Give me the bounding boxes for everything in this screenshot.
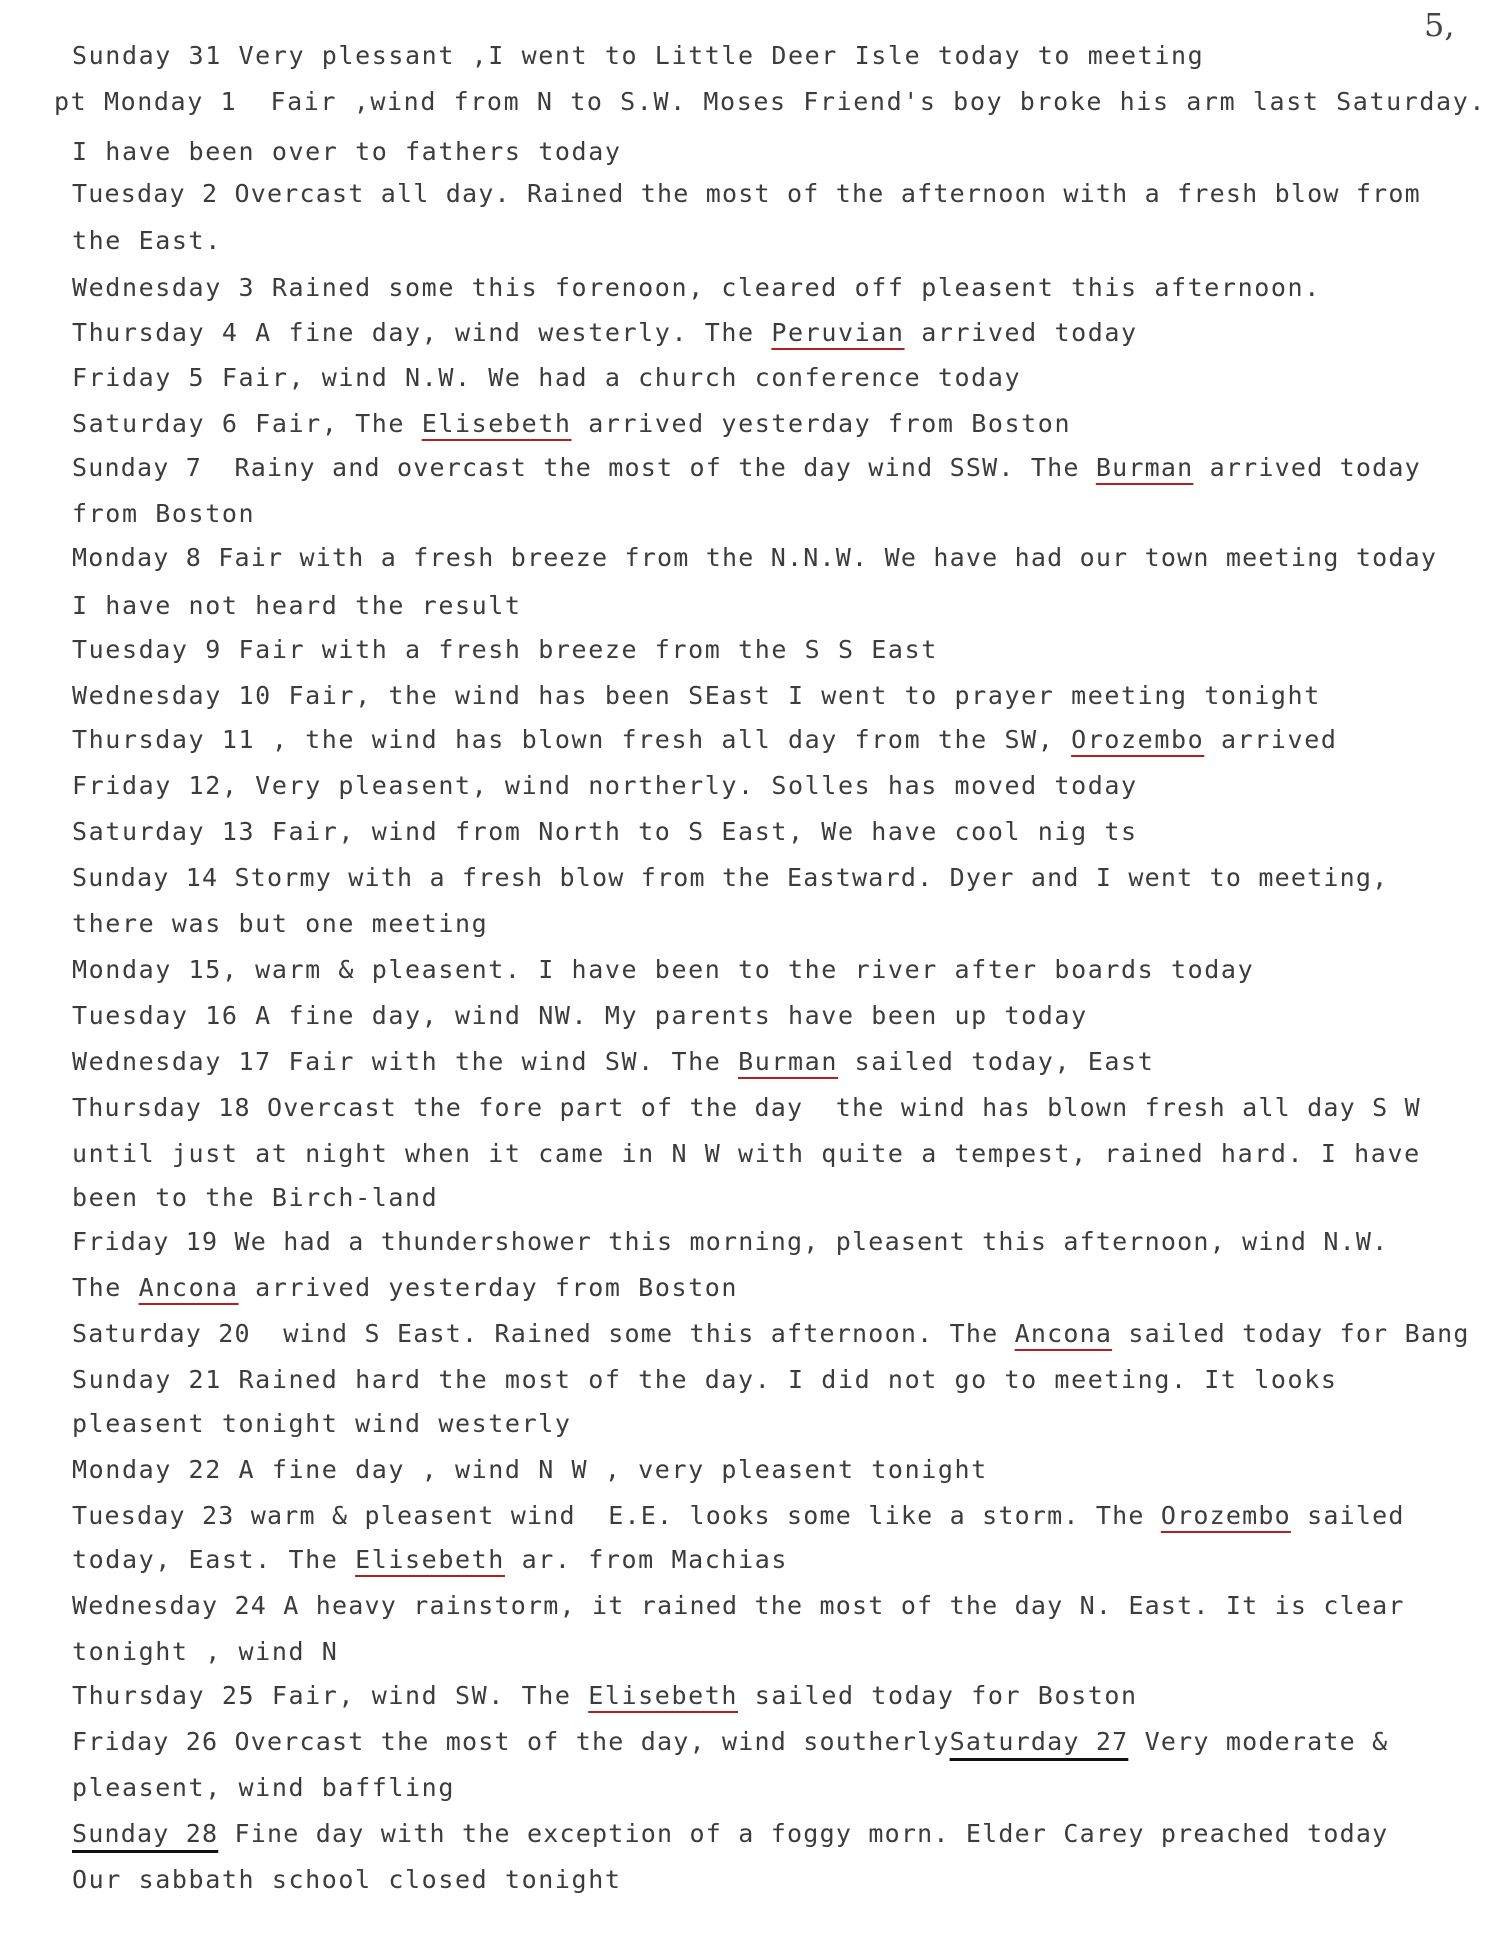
diary-line: Sunday 31 Very plessant ,I went to Little Deer Isle today to meeting (72, 41, 1205, 70)
diary-line: Wednesday 17 Fair with the wind SW. The Burman sailed today, East (72, 1047, 1155, 1076)
diary-line: Thursday 25 Fair, wind SW. The Elisebeth sailed today for Boston (72, 1681, 1138, 1710)
diary-line: Sunday 28 Fine day with the exception of a foggy morn. Elder Carey preached today (72, 1819, 1389, 1848)
ship-name: Orozembo (1160, 1501, 1291, 1530)
ship-name: Elisebeth (588, 1681, 739, 1710)
ship-name: Elisebeth (355, 1545, 505, 1574)
diary-line: pleasent, wind baffling (72, 1773, 455, 1802)
diary-line: Thursday 18 Overcast the fore part of the day the wind has blown fresh all day S W (72, 1093, 1421, 1122)
diary-line: pt Monday 1 Fair ,wind from N to S.W. Moses Friend's boy broke his arm last Saturday. (54, 87, 1487, 116)
ship-name: Orozembo (1071, 725, 1205, 754)
diary-line: Friday 5 Fair, wind N.W. We had a church conference today (72, 363, 1022, 392)
diary-line: Wednesday 10 Fair, the wind has been SEast I went to prayer meeting tonight (72, 681, 1321, 710)
diary-line: from Boston (72, 499, 256, 528)
diary-line: Thursday 4 A fine day, wind westerly. The Peruvian arrived today (72, 318, 1138, 347)
diary-line: pleasent tonight wind westerly (72, 1409, 572, 1438)
diary-line: Friday 19 We had a thundershower this morning, pleasent this afternoon, wind N.W. (72, 1227, 1389, 1256)
handwritten-underline-date: Sunday 28 (72, 1819, 219, 1848)
diary-line: Tuesday 9 Fair with a fresh breeze from the S S East (72, 635, 938, 664)
diary-line: Thursday 11 , the wind has blown fresh all day from the SW, Orozembo arrived (72, 725, 1338, 754)
diary-line: Friday 12, Very pleasent, wind northerly. Solles has moved today (72, 771, 1138, 800)
diary-line: Tuesday 16 A fine day, wind NW. My parents have been up today (72, 1001, 1088, 1030)
ship-name: Burman (1095, 453, 1194, 482)
diary-line: Monday 8 Fair with a fresh breeze from the N.N.W. We have had our town meeting today (72, 543, 1438, 572)
diary-line: been to the Birch-land (72, 1183, 439, 1212)
diary-line: today, East. The Elisebeth ar. from Machias (72, 1545, 789, 1574)
diary-line: Monday 15, warm & pleasent. I have been to the river after boards today (72, 955, 1255, 984)
diary-line: Saturday 20 wind S East. Rained some this afternoon. The Ancona sailed today for Bang (72, 1319, 1470, 1348)
diary-line: I have been over to fathers today (72, 137, 622, 166)
ship-name: Peruvian (771, 318, 905, 347)
diary-line: Our sabbath school closed tonight (72, 1865, 622, 1894)
diary-line: Saturday 13 Fair, wind from North to S East, We have cool nig ts (72, 817, 1138, 846)
diary-line: until just at night when it came in N W with quite a tempest, rained hard. I have (72, 1139, 1421, 1168)
diary-line: Sunday 14 Stormy with a fresh blow from the Eastward. Dyer and I went to meeting, (72, 863, 1389, 892)
diary-line: The Ancona arrived yesterday from Boston (72, 1273, 739, 1302)
diary-line: Monday 22 A fine day , wind N W , very pleasent tonight (72, 1455, 988, 1484)
diary-line: Tuesday 23 warm & pleasent wind E.E. looks some like a storm. The Orozembo sailed (72, 1501, 1405, 1530)
ship-name: Ancona (138, 1273, 239, 1302)
diary-line: Wednesday 3 Rained some this forenoon, cleared off pleasent this afternoon. (72, 273, 1321, 302)
diary-line: Wednesday 24 A heavy rainstorm, it rained the most of the day N. East. It is clear (72, 1591, 1405, 1620)
diary-line: I have not heard the result (72, 591, 522, 620)
diary-line: Saturday 6 Fair, The Elisebeth arrived yesterday from Boston (72, 409, 1072, 438)
diary-line: the East. (72, 226, 222, 255)
ship-name: Ancona (1014, 1319, 1113, 1348)
ship-name: Elisebeth (421, 409, 572, 438)
diary-line: there was but one meeting (72, 909, 489, 938)
ship-name: Burman (738, 1047, 838, 1076)
diary-line: Sunday 7 Rainy and overcast the most of the day wind SSW. The Burman arrived today (72, 453, 1421, 482)
diary-line: tonight , wind N (72, 1637, 339, 1666)
handwritten-underline-date: Saturday 27 (949, 1727, 1129, 1756)
diary-line: Tuesday 2 Overcast all day. Rained the most of the afternoon with a fresh blow from (72, 179, 1421, 208)
page-number: 5, (1424, 6, 1455, 44)
diary-line: Friday 26 Overcast the most of the day, wind southerlySaturday 27 Very moderate & (72, 1727, 1389, 1756)
diary-line: Sunday 21 Rained hard the most of the day. I did not go to meeting. It looks (72, 1365, 1338, 1394)
